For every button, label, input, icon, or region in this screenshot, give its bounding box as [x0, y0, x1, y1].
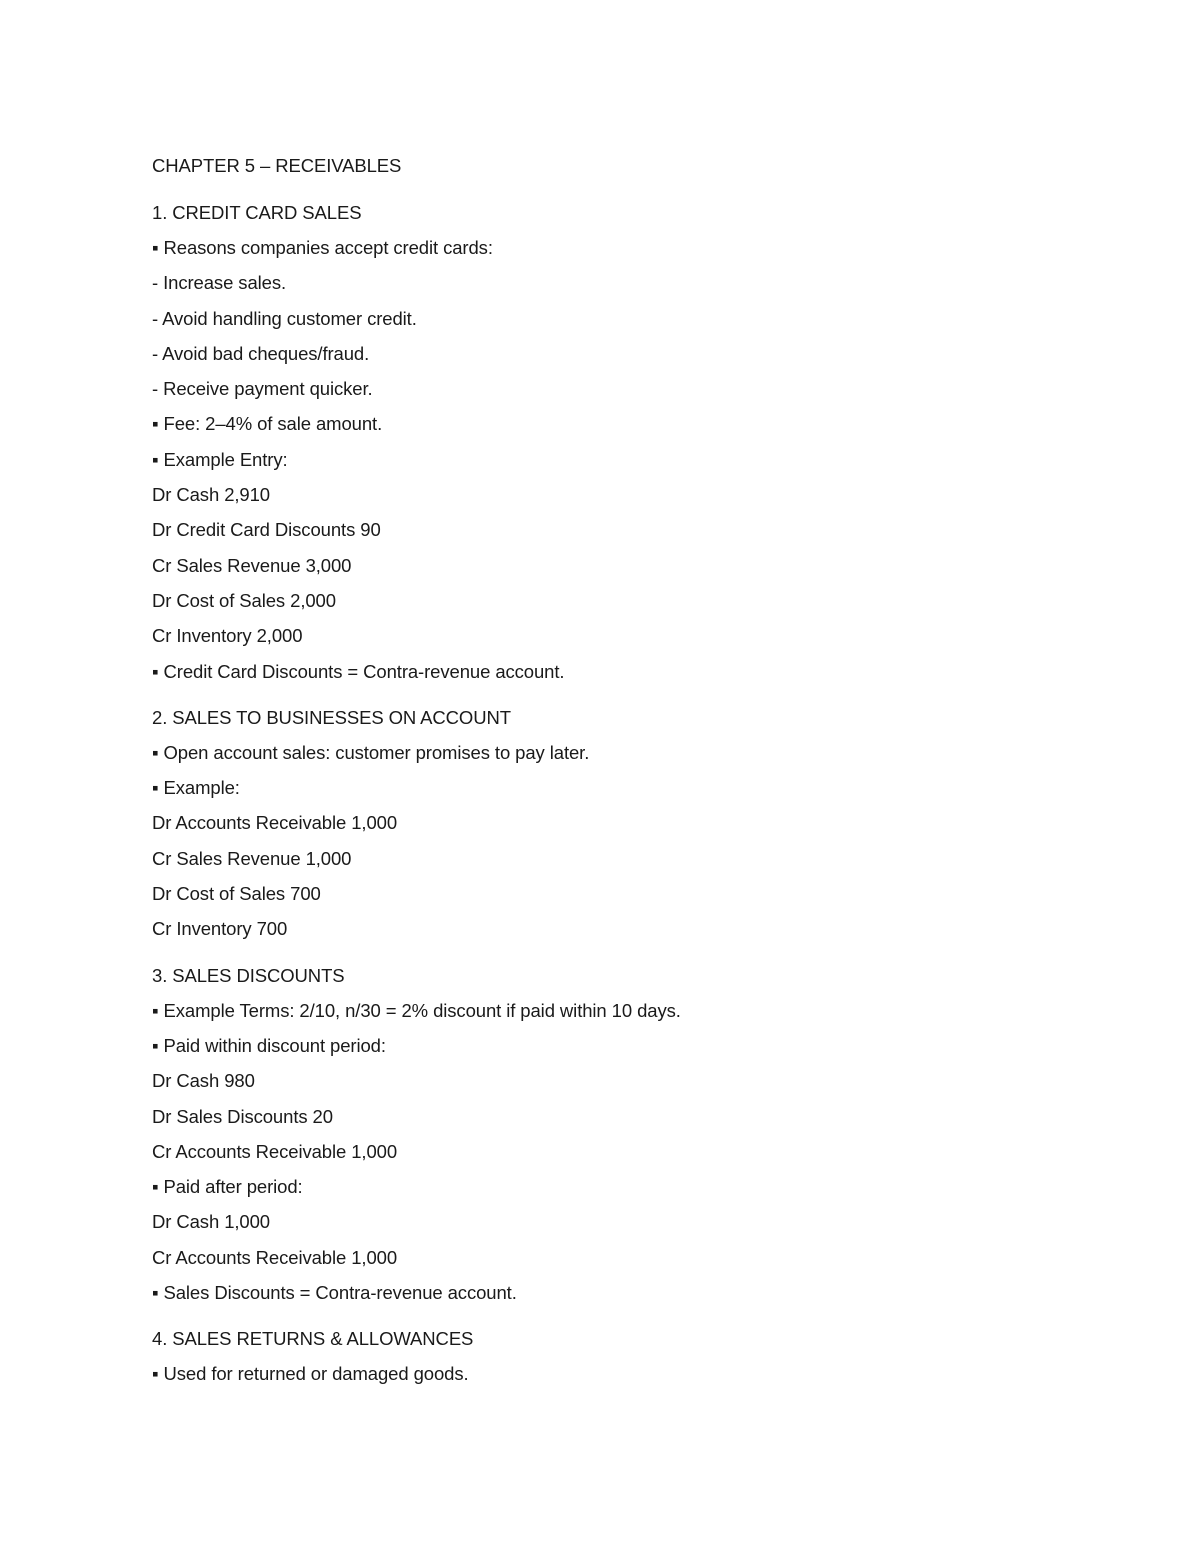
section-heading: 2. SALES TO BUSINESSES ON ACCOUNT — [152, 706, 511, 728]
section-heading: 3. SALES DISCOUNTS — [152, 964, 345, 986]
document-title: CHAPTER 5 – RECEIVABLES — [152, 155, 402, 176]
bullet-line: ▪ Paid within discount period: — [152, 1034, 386, 1056]
journal-entry-line: Cr Sales Revenue 1,000 — [152, 847, 352, 869]
journal-entry-line: Dr Credit Card Discounts 90 — [152, 519, 381, 541]
journal-entry-line: Dr Cash 2,910 — [152, 484, 270, 506]
journal-entry-line: Cr Accounts Receivable 1,000 — [152, 1140, 398, 1162]
section-sales-on-account — [152, 705, 1052, 952]
bullet-line: ▪ Example Terms: 2/10, n/30 = 2% discount if paid within 10 days. — [152, 999, 681, 1021]
section-heading: 4. SALES RETURNS & ALLOWANCES — [152, 1328, 474, 1350]
journal-entry-line: Dr Cash 980 — [152, 1070, 255, 1092]
bullet-line: ▪ Open account sales: customer promises to pay later. — [152, 741, 590, 763]
bullet-line: ▪ Used for returned or damaged goods. — [152, 1363, 469, 1385]
bullet-line: ▪ Credit Card Discounts = Contra-revenue account. — [152, 660, 565, 682]
journal-entry-line: Cr Inventory 700 — [152, 918, 288, 940]
bullet-line: ▪ Example: — [152, 777, 240, 799]
sub-item-line: - Increase sales. — [152, 272, 287, 294]
bullet-line: ▪ Fee: 2–4% of sale amount. — [152, 413, 383, 435]
sub-item-line: - Avoid bad cheques/fraud. — [152, 342, 370, 364]
journal-entry-line: Cr Accounts Receivable 1,000 — [152, 1246, 398, 1268]
section-credit-card-sales — [152, 200, 1052, 694]
journal-entry-line: Dr Sales Discounts 20 — [152, 1105, 333, 1127]
section-heading: 1. CREDIT CARD SALES — [152, 202, 362, 223]
sub-item-line: - Receive payment quicker. — [152, 378, 373, 400]
section-sales-returns — [152, 1326, 1052, 1396]
journal-entry-line: Dr Cash 1,000 — [152, 1211, 270, 1233]
journal-entry-line: Dr Cost of Sales 700 — [152, 883, 321, 905]
bullet-line: ▪ Example Entry: — [152, 448, 288, 470]
section-sales-discounts — [152, 963, 1052, 1316]
journal-entry-line: Cr Sales Revenue 3,000 — [152, 554, 352, 576]
sub-item-line: - Avoid handling customer credit. — [152, 307, 417, 329]
journal-entry-line: Cr Inventory 2,000 — [152, 625, 303, 647]
journal-entry-line: Dr Cost of Sales 2,000 — [152, 589, 336, 611]
bullet-line: ▪ Reasons companies accept credit cards: — [152, 237, 493, 258]
document-content — [152, 152, 1052, 1408]
bullet-line: ▪ Paid after period: — [152, 1176, 303, 1198]
journal-entry-line: Dr Accounts Receivable 1,000 — [152, 812, 398, 834]
bullet-line: ▪ Sales Discounts = Contra-revenue account. — [152, 1282, 517, 1304]
